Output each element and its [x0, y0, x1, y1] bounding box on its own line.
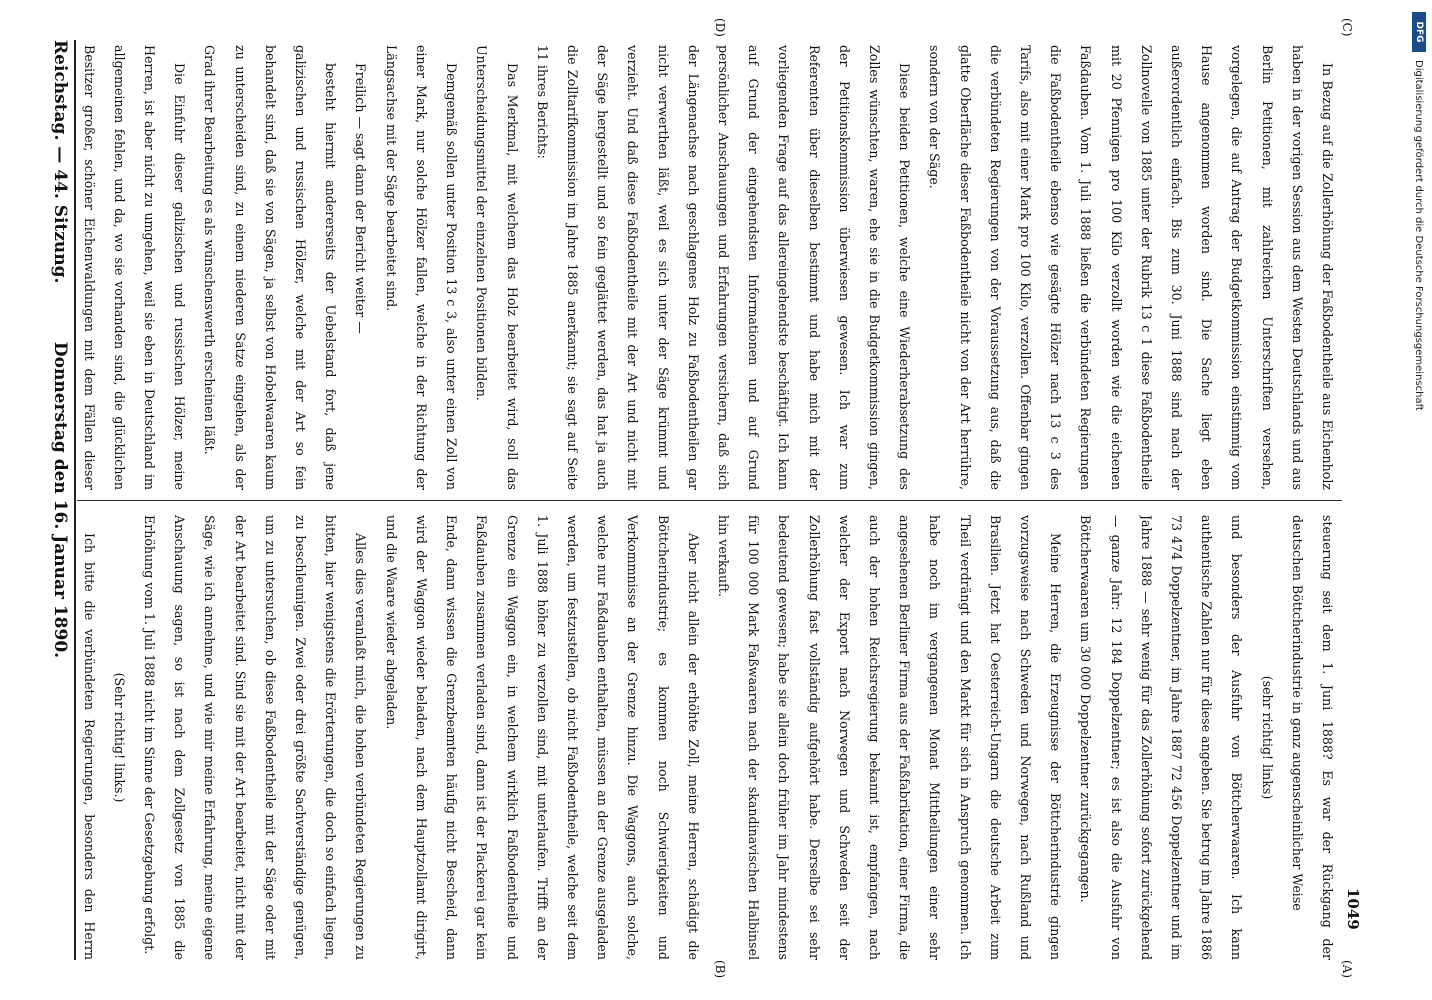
column-separator	[77, 500, 1342, 501]
text-column-left	[82, 45, 1342, 490]
margin-letter-a: (A)	[1340, 960, 1354, 979]
paragraph: Alles dies veranlaßt mich, die hohen verbündeten Regierungen zu bitten, hier wenigstens die Erörterungen, die doch so einfach liegen, zu beschleunigen. Zwei oder drei größte Sachverständige genügen, um zu untersuchen, ob diese Faßbodentheile mit der Säge oder mit der Art bearbeitet sind. Sind sie mit der Art bearbeitet, nicht mit der Säge, wie ich annehme, und wie mir meine Erfahrung, meine eigene Anschauung sagen, so ist nach dem Zollgesetz von 1885 die Erhöhung vom 1. Juli 1888 nicht im Sinne der Gesetzgebung erfolgt.	[142, 515, 369, 960]
margin-letter-b: (B)	[713, 960, 727, 979]
paragraph: Freilich — sagt dann der Bericht weiter —	[353, 63, 369, 334]
text-column-right	[82, 515, 1342, 960]
paragraph: steuerung seit dem 1. Juni 1888? Es war der Rückgang der deutschen Böttcherindustrie in ganz augenscheinlicher Weise	[1289, 515, 1335, 960]
running-header	[30, 40, 70, 960]
quote: besteht hiermit andererseits der Uebelstand fort, daß jene galizischen und russischen Hölzer, welche mit der Art so fein behandelt sind, daß sie von Sägen, ja selbst von Hobelwaaren kaum zu unterscheiden sind, zu einem niederen Satze eingehen, als der Grad ihrer Bearbeitung es als wünschenswerth erscheinen läßt.	[202, 45, 339, 490]
paragraph: Ich bitte die verbündeten Regierungen, besonders den Herrn	[82, 533, 97, 960]
paragraph: Demgemäß sollen unter Position 13 c 3, also unter einen Zoll von einer Mark, nur solche Hölzer fallen, welche in der Richtung der Längsachse mit der Säge bearbeitet sind.	[383, 45, 460, 490]
margin-letter-c: (C)	[1340, 18, 1354, 37]
paragraph: und besonders der Ausfuhr von Böttcherwaaren. Ich kann authentische Zahlen nur für diese angeben. Sie betrug im Jahre 1886 73 474 Doppelzentner, im Jahre 1887 72 456 Doppelzentner und im Jahre 1888 — sehr wenig für das Zollerhöhung sofort zurückgehend — ganze Jahr: 12 184 Doppelzentner; es ist also die Ausfuhr von Böttcherwaaren um 30 000 Doppelzentner zurückgegangen.	[1078, 515, 1245, 960]
paragraph: In Bezug auf die Zollerhöhung der Faßbodentheile aus Eichenholz haben in der vorigen Session aus dem Westen Deutschlands und aus Berlin Petitionen, mit zahlreichen Unterschriften versehen, vorgelegen, die auf Antrag der Budgetkommission einstimmig vom Hause angenommen worden sind. Die Sache liegt eben außerordentlich einfach. Bis zum 30. Juni 1888 sind nach der Zollnovelle von 1885 unter der Rubrik 13 c 1 diese Faßbodentheile mit 20 Pfennigen pro 100 Kilo verzollt worden wie die eichenen Faßdauben. Vom 1. Juli 1888 ließen die verbündeten Regierungen die Faßbodentheile ebenso wie gesägte Hölzer nach 13 c 3 des Tarifs, also mit einer Mark pro 100 Kilo, verzollen. Offenbar gingen die verbündeten Regierungen von der Voraussetzung aus, daß die glatte Oberfläche dieser Faßbodentheile nicht von der Art herrühre, sondern von der Säge.	[927, 45, 1335, 490]
margin-letter-d: (D)	[713, 18, 727, 37]
quote: Das Merkmal, mit welchem das Holz bearbeitet wird, soll das Unterscheidungsmittel der einzelnen Positionen bilden.	[474, 45, 520, 490]
dfg-logo: DFG	[1412, 12, 1426, 52]
header-left: Reichstag. — 44. Sitzung.	[50, 40, 70, 284]
interjection: (Sehr richtig! links.)	[111, 672, 127, 803]
paragraph: Die Einfuhr dieser galizischen und russischen Hölzer, meine Herren, ist aber nicht zu umgehen, weil sie eben in Deutschland im allgemeinen fehlen, und da, wo sie vorhanden sind, die glücklichen Besitzer großer, schöner Eichenwaldungen mit dem Fällen dieser	[82, 45, 188, 490]
page-number: 1049	[1344, 888, 1362, 930]
header-rule	[74, 40, 76, 960]
paragraph: Diese beiden Petitionen, welche eine Wiederherabsetzung des Zolles wünschten, waren, ehe sie in die Budgetkommission gingen, der Petitionskommission überwiesen gewesen. Ich war zum Referenten über dieselben bestimmt und habe mich mit der vorliegenden Frage auf das allereingehendste beschäftigt. Ich kann auf Grund der eingehendsten Informationen und auf Grund persönlicher Anschauungen und Erfahrungen versichern, daß sich der Längenachse nach geschlagenes Holz zu Faßbodentheilen gar nicht verwerthen läßt, weil es sich unter der Säge krümmt und verzieht. Und daß diese Faßbodentheile mit der Art und nicht mit der Säge hergestellt und so fein geglättet werden, das hat ja auch die Zolltarifkommission im Jahre 1885 anerkannt; sie sagt auf Seite 11 ihres Berichts:	[534, 45, 913, 490]
interjection: (sehr richtig! links)	[1259, 675, 1275, 800]
digitization-credit: Digitalisierung gefördert durch die Deutsche Forschungsgemeinschaft	[1413, 60, 1424, 411]
paragraph: Meine Herren, die Erzeugnisse der Böttcherindustrie gingen vorzugsweise nach Schweden und Norwegen, nach Rußland und Brasilien. Jetzt hat Oesterreich-Ungarn die deutsche Arbeit zum Theil verdrängt und den Markt für sich in Anspruch genommen. Ich habe noch im vergangenen Monat Mittheilungen einer sehr angesehenen Berliner Firma aus der Faßfabrikation, einer Firma, die auch der hohen Reichsregierung bekannt ist, empfangen, nach welcher der Export nach Norwegen und Schweden seit der Zollerhöhung fast vollständig aufgehört habe. Derselbe sei sehr bedeutend gewesen; habe sie allein doch früher im Jahr mindestens für 100 000 Mark Faßwaaren nach der skandinavischen Halbinsel hin verkauft.	[715, 515, 1064, 960]
header-center: Donnerstag den 16. Januar 1890.	[50, 341, 70, 659]
paragraph: Aber nicht allein der erhöhte Zoll, meine Herren, schädigt die Böttcherindustrie; es kommen noch Schwierigkeiten und Verkommnisse an der Grenze hinzu. Die Waggons, auch solche, welche nur Faßdauben enthalten, müssen an der Grenze ausgeladen werden, um festzustellen, ob nicht Faßbodentheile, welche seit dem 1. Juli 1888 höher zu verzollen sind, mit unterlaufen. Trifft an der Grenze ein Waggon ein, in welchem wirklich Faßbodentheile und Faßdauben zusammen verladen sind, dann ist der Plackerei gar kein Ende, dann wissen die Grenzbeamten häufig nicht Bescheid, dann wird der Waggon wieder beladen, nach dem Hauptzollamt dirigirt, und die Waare wieder abgeladen.	[383, 515, 701, 960]
